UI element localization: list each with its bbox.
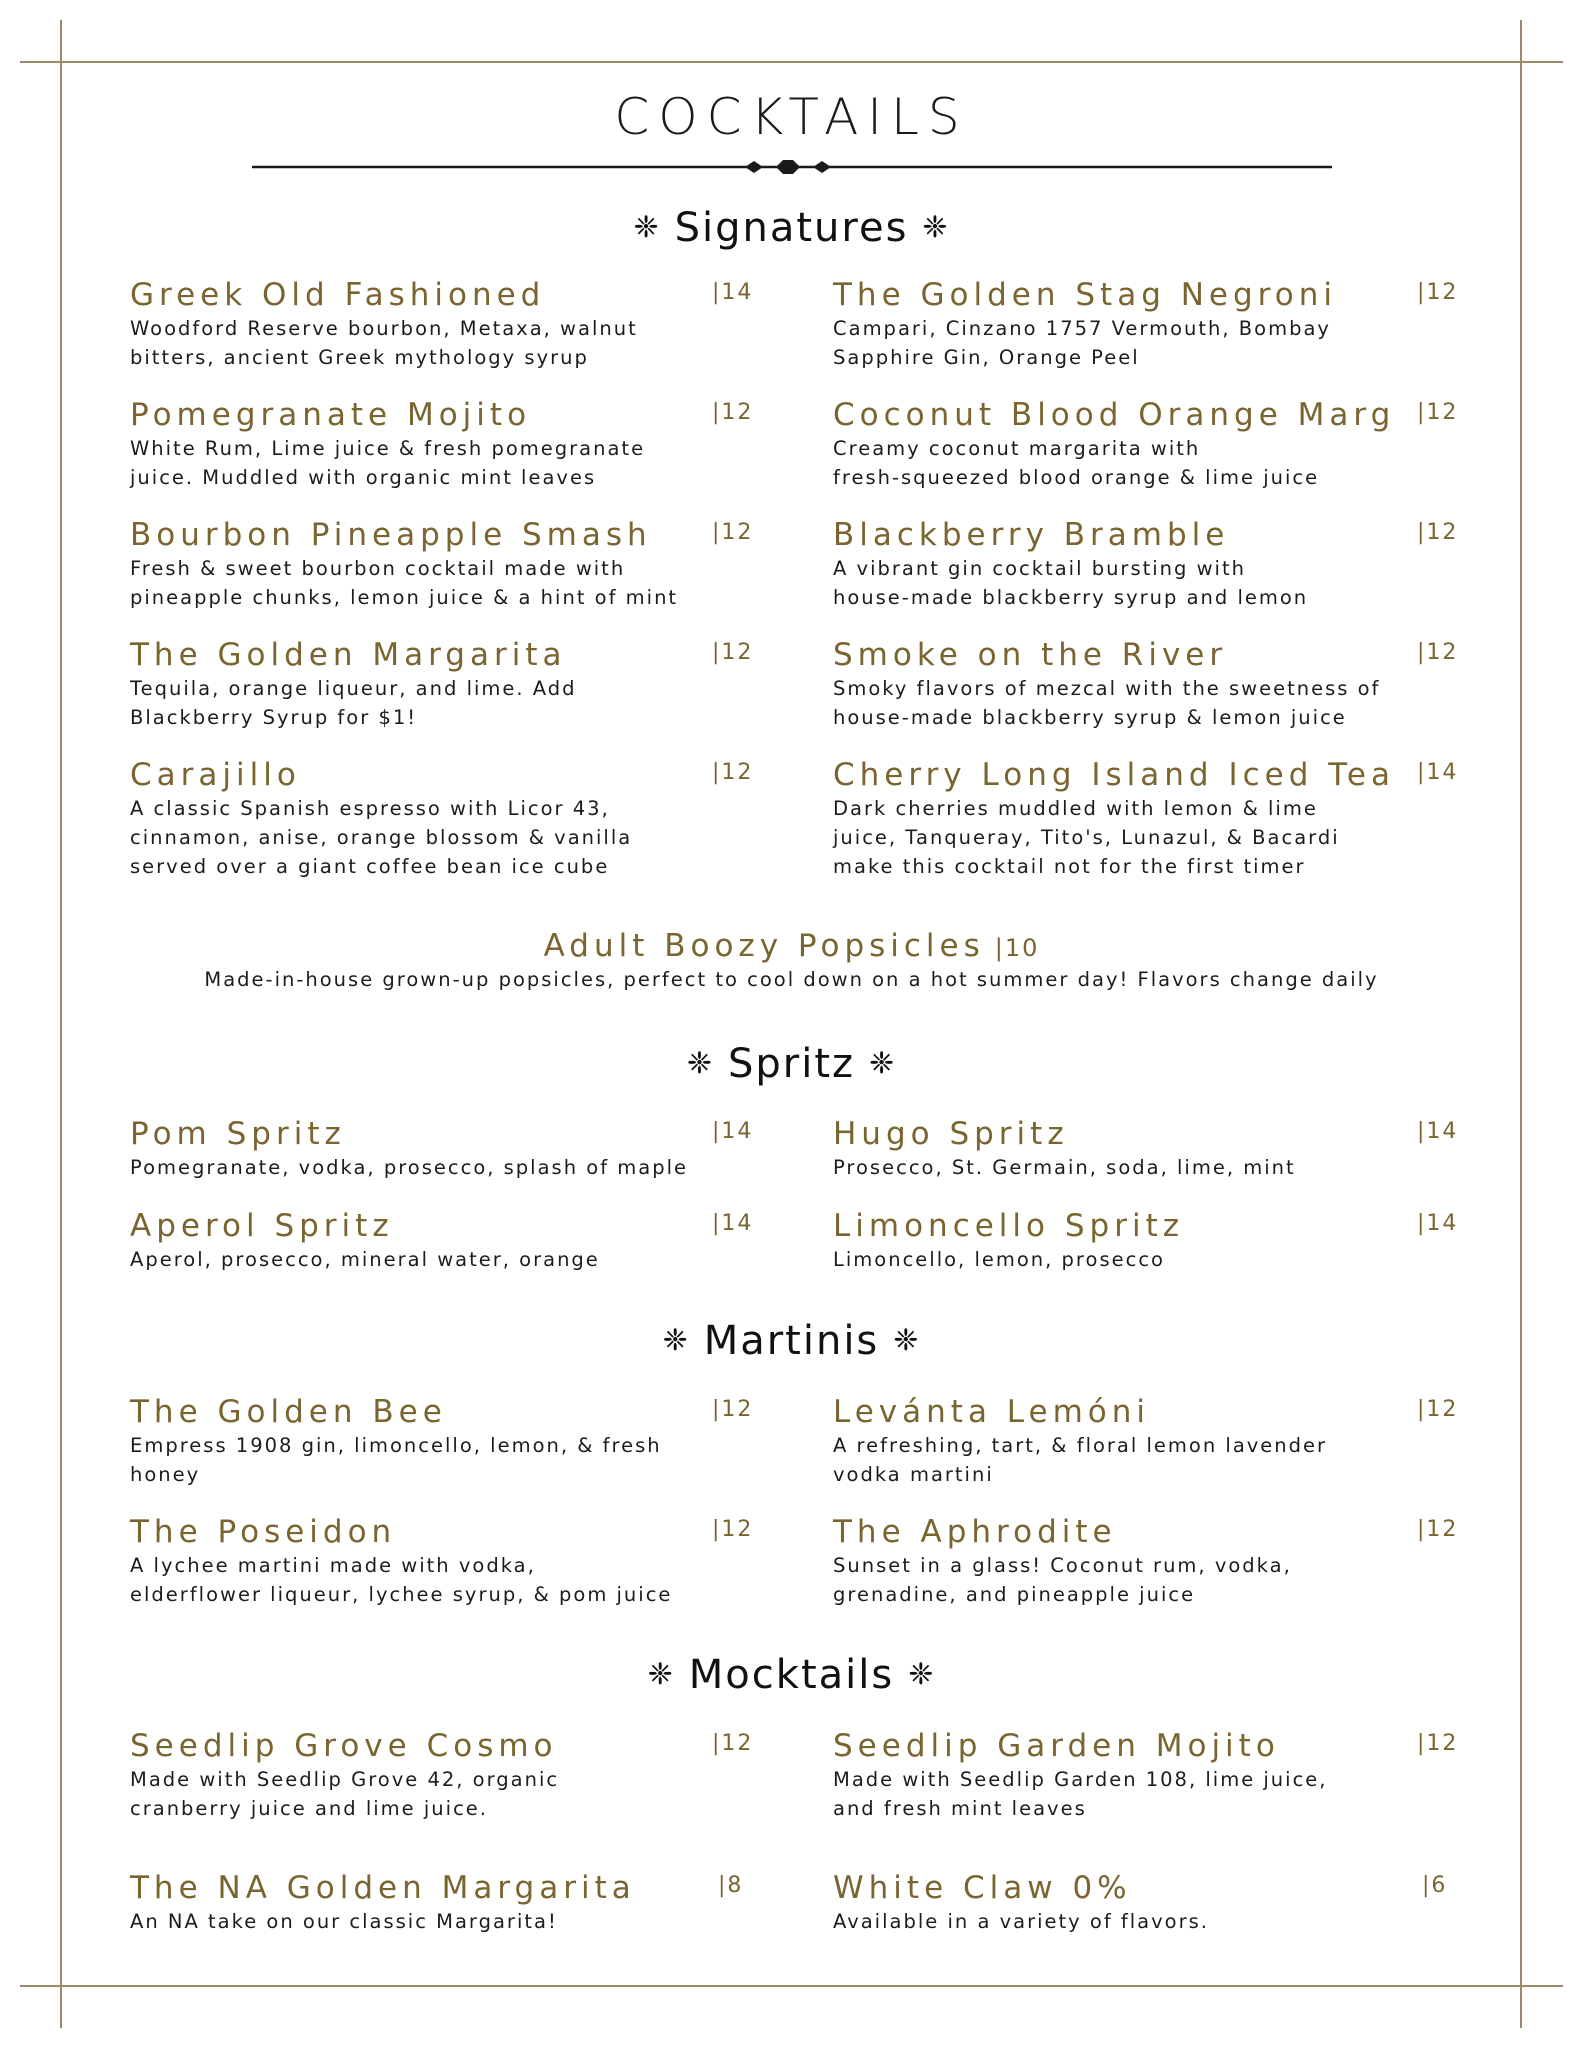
ornament-icon: ❈ [893,1322,921,1358]
menu-item-price: |12 [1417,1731,1459,1756]
menu-item-name: The Poseidon [130,1514,397,1550]
menu-item-description: cranberry juice and lime juice. [130,1797,488,1820]
menu-item-description: served over a giant coffee bean ice cube [130,855,610,878]
menu-item-description: Fresh & sweet bourbon cocktail made with [130,557,626,580]
featured-item-description: Made-in-house grown-up popsicles, perfect to cool down on a hot summer day! Flavors change daily [204,968,1379,991]
page-title: COCKTAILS [614,88,969,146]
menu-item-name: The NA Golden Margarita [130,1870,636,1906]
menu-item-name: Bourbon Pineapple Smash [130,517,652,553]
menu-item-name: Seedlip Garden Mojito [833,1728,1280,1764]
menu-item [833,276,1459,372]
menu-item-description: bitters, ancient Greek mythology syrup [130,346,589,369]
title-divider [252,160,1332,174]
menu-item-description: grenadine, and pineapple juice [833,1583,1196,1606]
menu-item-name: Limoncello Spritz [833,1208,1184,1244]
section-heading-signatures [0,205,1583,251]
menu-item-description: Prosecco, St. Germain, soda, lime, mint [833,1156,1296,1179]
ornament-icon: ❈ [662,1322,690,1358]
menu-item-description: Empress 1908 gin, limoncello, lemon, & fresh [130,1434,662,1457]
menu-item-description: Available in a variety of flavors. [833,1910,1209,1933]
menu-item-name: Levánta Lemóni [833,1394,1151,1430]
section-heading-spritz [0,1041,1583,1087]
menu-item-description: Made with Seedlip Grove 42, organic [130,1768,560,1791]
menu-item-price: |14 [1417,1119,1459,1144]
menu-item-price: |14 [712,1119,754,1144]
menu-item [130,756,754,881]
menu-item-name: Smoke on the River [833,637,1228,673]
menu-item-description: Limoncello, lemon, prosecco [833,1248,1165,1271]
menu-item-price: |12 [712,640,754,665]
menu-item-description: juice. Muddled with organic mint leaves [130,466,597,489]
menu-item-description: White Rum, Lime juice & fresh pomegranate [130,437,646,460]
menu-item [130,1727,754,1823]
frame-line-top [20,61,1563,63]
section-heading-martinis [0,1318,1583,1364]
menu-item [130,396,754,492]
menu-item [130,1869,750,1936]
menu-item-description: Tequila, orange liqueur, and lime. Add [130,677,577,700]
menu-item-price: |12 [712,1517,754,1542]
section-heading-label: Spritz [727,1041,856,1087]
menu-item-description: Smoky flavors of mezcal with the sweetness of [833,677,1381,700]
section-heading-mocktails [0,1652,1583,1698]
ornament-icon: ❈ [633,209,661,245]
ornament-icon: ❈ [908,1656,936,1692]
menu-item-price: |14 [1417,1211,1459,1236]
menu-item-description: elderflower liqueur, lychee syrup, & pom juice [130,1583,673,1606]
menu-item-price: |12 [712,760,754,785]
featured-item-name: Adult Boozy Popsicles [543,928,985,964]
menu-item-price: |12 [1417,280,1459,305]
ornament-icon: ❈ [647,1656,675,1692]
menu-item [833,1869,1453,1936]
menu-item-description: house-made blackberry syrup and lemon [833,586,1309,609]
menu-item-name: Pomegranate Mojito [130,397,532,433]
ornament-icon: ❈ [869,1045,897,1081]
menu-item-name: The Aphrodite [833,1514,1117,1550]
featured-item-title [0,928,1583,964]
menu-item-price: |12 [1417,400,1459,425]
menu-item [130,516,754,612]
menu-item-description: A refreshing, tart, & floral lemon lavender [833,1434,1328,1457]
menu-item-name: The Golden Margarita [130,637,567,673]
menu-item [833,1115,1459,1182]
menu-item [130,276,754,372]
menu-item-description: and fresh mint leaves [833,1797,1087,1820]
menu-item-price: |12 [712,520,754,545]
section-heading-label: Martinis [703,1318,880,1364]
menu-item [130,636,754,732]
menu-item-name: Coconut Blood Orange Marg [833,397,1396,433]
menu-item-description: juice, Tanqueray, Tito's, Lunazul, & Bacardi [833,826,1340,849]
menu-item [833,636,1459,732]
menu-item-price: |8 [718,1873,744,1898]
menu-item [130,1207,754,1274]
menu-item-description: Sunset in a glass! Coconut rum, vodka, [833,1554,1292,1577]
menu-item-description: make this cocktail not for the first timer [833,855,1306,878]
menu-item-price: |12 [1417,640,1459,665]
menu-item-price: |12 [1417,1517,1459,1542]
menu-item [833,1393,1459,1489]
menu-item-description: pineapple chunks, lemon juice & a hint of mint [130,586,679,609]
section-heading-label: Signatures [674,205,909,251]
menu-item [833,1727,1459,1823]
menu-item-description: cinnamon, anise, orange blossom & vanilla [130,826,633,849]
menu-item-description: A classic Spanish espresso with Licor 43, [130,797,610,820]
menu-item-name: Greek Old Fashioned [130,277,546,313]
frame-line-left [60,20,62,2028]
menu-item-name: Cherry Long Island Iced Tea [833,757,1395,793]
menu-item-price: |12 [1417,520,1459,545]
menu-item-name: Aperol Spritz [130,1208,394,1244]
frame-line-right [1520,20,1522,2028]
menu-item [130,1513,754,1609]
menu-item-price: |12 [712,1397,754,1422]
menu-item [833,396,1459,492]
menu-item-name: The Golden Stag Negroni [833,277,1337,313]
menu-item-description: An NA take on our classic Margarita! [130,1910,558,1933]
menu-item-description: honey [130,1463,201,1486]
menu-item-price: |12 [1417,1397,1459,1422]
menu-item-price: |12 [712,400,754,425]
menu-item-name: The Golden Bee [130,1394,447,1430]
menu-item-description: Aperol, prosecco, mineral water, orange [130,1248,600,1271]
menu-item-description: Woodford Reserve bourbon, Metaxa, walnut [130,317,638,340]
menu-item-description: Campari, Cinzano 1757 Vermouth, Bombay [833,317,1331,340]
menu-item [833,1513,1459,1609]
menu-item-price: |6 [1422,1873,1448,1898]
menu-item-description: Pomegranate, vodka, prosecco, splash of maple [130,1156,688,1179]
section-heading-label: Mocktails [688,1652,895,1698]
menu-item-name: Hugo Spritz [833,1116,1069,1152]
menu-item [833,516,1459,612]
ornament-icon: ❈ [922,209,950,245]
menu-item-name: Seedlip Grove Cosmo [130,1728,558,1764]
menu-item-description: vodka martini [833,1463,994,1486]
menu-item-description: Creamy coconut margarita with [833,437,1201,460]
menu-item-description: Dark cherries muddled with lemon & lime [833,797,1318,820]
menu-item-price: |14 [1417,760,1459,785]
menu-item [833,756,1459,881]
menu-item [130,1115,754,1182]
featured-item [0,928,1583,991]
menu-item-description: Blackberry Syrup for $1! [130,706,418,729]
menu-item-name: Blackberry Bramble [833,517,1230,553]
menu-item-description: Made with Seedlip Garden 108, lime juice, [833,1768,1328,1791]
menu-item-name: Carajillo [130,757,301,793]
ornament-icon: ❈ [686,1045,714,1081]
menu-item-description: Sapphire Gin, Orange Peel [833,346,1140,369]
menu-item-name: White Claw 0% [833,1870,1132,1906]
menu-item [130,1393,754,1489]
menu-item-description: house-made blackberry syrup & lemon juice [833,706,1347,729]
menu-item-description: A vibrant gin cocktail bursting with [833,557,1246,580]
frame-line-bottom [20,1985,1563,1987]
menu-item-description: A lychee martini made with vodka, [130,1554,536,1577]
featured-item-price: |10 [994,934,1040,962]
menu-item-description: fresh-squeezed blood orange & lime juice [833,466,1320,489]
menu-item-price: |14 [712,280,754,305]
menu-item-price: |12 [712,1731,754,1756]
menu-item [833,1207,1459,1274]
menu-item-name: Pom Spritz [130,1116,346,1152]
menu-item-price: |14 [712,1211,754,1236]
